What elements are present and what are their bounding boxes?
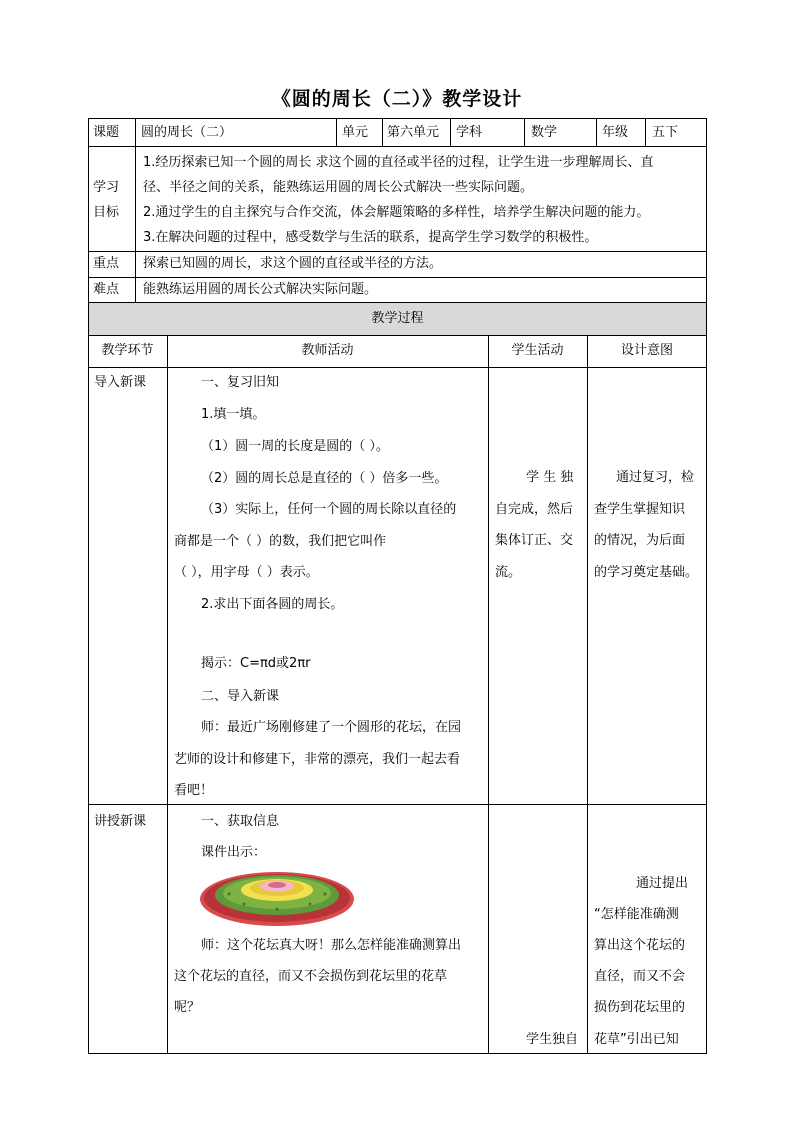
row-divider	[88, 804, 707, 805]
teacher-line: 课件出示：	[201, 845, 267, 860]
teacher-line: 师：最近广场刚修建了一个圆形的花坛，在园	[201, 720, 462, 735]
key-point-label: 重点	[93, 256, 120, 271]
unit-label: 单元	[342, 125, 369, 140]
column-header-stage: 教学环节	[101, 343, 154, 358]
column-divider	[587, 335, 588, 1054]
difficult-point-text: 能熟练运用圆的周长公式解决实际问题。	[143, 282, 378, 297]
row-divider	[88, 302, 707, 303]
row-divider	[88, 367, 707, 368]
objective-line: 3.在解决问题的过程中，感受数学与生活的联系，提高学生学习数学的积极性。	[143, 230, 598, 245]
grade-label: 年级	[602, 125, 629, 140]
subject-label: 学科	[456, 125, 483, 140]
teacher-line: 商都是一个（ ）的数，我们把它叫作	[174, 534, 387, 549]
grade-value: 五下	[652, 125, 679, 140]
teacher-line: 二、导入新课	[201, 689, 280, 704]
objectives-label: 学习	[93, 180, 120, 195]
column-divider	[167, 335, 168, 1054]
column-divider	[336, 118, 337, 147]
teacher-line: 师：这个花坛真大呀！那么怎样能准确测算出	[201, 938, 462, 953]
teacher-line: 2.求出下面各圆的周长。	[201, 597, 344, 612]
student-line: 流。	[495, 565, 522, 580]
intent-line: 的情况，为后面	[594, 533, 686, 548]
flower-bed-image	[199, 867, 355, 927]
key-point-text: 探索已知圆的周长，求这个圆的直径或半径的方法。	[143, 256, 443, 271]
teacher-line: （3）实际上，任何一个圆的周长除以直径的	[201, 502, 457, 517]
teacher-line: 艺师的设计和修建下，非常的漂亮，我们一起去看	[174, 752, 461, 767]
student-line: 集体订正、交	[495, 533, 574, 548]
difficult-point-label: 难点	[93, 282, 120, 297]
column-divider	[524, 118, 525, 147]
student-line: 自完成，然后	[495, 502, 574, 517]
row-divider	[88, 277, 707, 278]
unit-value: 第六单元	[387, 125, 440, 140]
intent-line: 的学习奠定基础。	[594, 565, 699, 580]
intent-line: 通过提出	[636, 876, 689, 891]
column-divider	[450, 118, 451, 147]
teacher-line: （ ），用字母（ ）表示。	[174, 565, 319, 580]
column-header-student: 学生活动	[511, 343, 564, 358]
objectives-label: 目标	[93, 205, 120, 220]
column-header-teacher: 教师活动	[301, 343, 354, 358]
column-divider	[488, 335, 489, 1054]
teacher-line: 揭示：C=πd或2πr	[201, 656, 311, 671]
objective-line: 1.经历探索已知一个圆的周长 求这个圆的直径或半径的过程，让学生进一步理解周长、直	[143, 155, 654, 170]
intent-line: 直径，而又不会	[594, 969, 686, 984]
document-title: 《圆的周长（二）》教学设计	[271, 88, 523, 110]
column-divider	[382, 118, 383, 147]
teacher-line: （1）圆一周的长度是圆的（ ）。	[201, 439, 389, 454]
intent-line: 损伤到花坛里的	[594, 1000, 686, 1015]
row-divider	[88, 146, 707, 147]
student-line: 学 生 独	[526, 470, 574, 485]
objective-line: 2.通过学生的自主探究与合作交流，体会解题策略的多样性，培养学生解决问题的能力。	[143, 205, 650, 220]
teacher-line: 这个花坛的直径，而又不会损伤到花坛里的花草	[174, 969, 448, 984]
intent-line: “怎样能准确测	[594, 907, 679, 922]
intent-line: 查学生掌握知识	[594, 502, 686, 517]
row-divider	[88, 335, 707, 336]
teacher-line: （2）圆的周长总是直径的（ ）倍多一些。	[201, 471, 448, 486]
column-divider	[596, 118, 597, 147]
process-heading: 教学过程	[371, 311, 424, 326]
intent-line: 通过复习，检	[616, 470, 695, 485]
intent-line: 算出这个花坛的	[594, 938, 686, 953]
subject-value: 数学	[531, 125, 558, 140]
course-value: 圆的周长（二）	[141, 125, 233, 140]
objective-line: 径、半径之间的关系，能熟练运用圆的周长公式解决一些实际问题。	[143, 180, 534, 195]
course-label: 课题	[93, 125, 120, 140]
teacher-line: 呢？	[174, 1000, 201, 1015]
stage-new-lesson: 讲授新课	[94, 814, 147, 829]
stage-intro: 导入新课	[94, 375, 147, 390]
teacher-line: 一、复习旧知	[201, 375, 280, 390]
column-header-intent: 设计意图	[620, 343, 673, 358]
column-divider	[645, 118, 646, 147]
teacher-line: 1.填一填。	[201, 407, 266, 422]
row-divider	[88, 251, 707, 252]
teacher-line: 一、获取信息	[201, 814, 280, 829]
student-line: 学生独自	[526, 1032, 579, 1047]
teacher-line: 看吧！	[174, 783, 214, 798]
intent-line: 花草”引出已知	[594, 1032, 679, 1047]
column-divider	[135, 118, 136, 303]
